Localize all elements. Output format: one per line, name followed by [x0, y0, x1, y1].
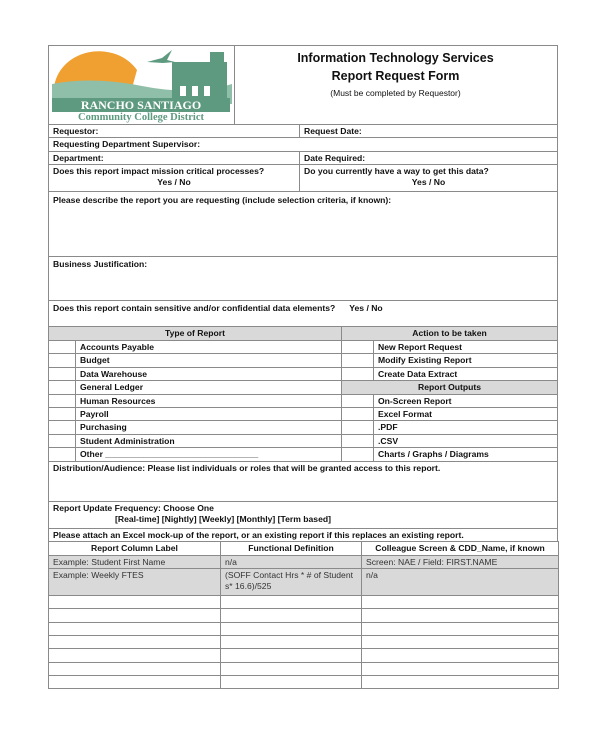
column-entry-cell[interactable]: [48, 648, 221, 663]
report-type-item: Budget: [75, 353, 342, 368]
column-entry-cell[interactable]: [361, 595, 559, 609]
output-item: Excel Format: [373, 407, 558, 421]
logo: [48, 45, 235, 125]
column-entry-cell[interactable]: [48, 635, 221, 649]
column-entry-cell[interactable]: [361, 622, 559, 636]
frequency-options[interactable]: [Real-time] [Nightly] [Weekly] [Monthly] [Term based]: [115, 514, 331, 524]
sensitive-yes-no[interactable]: Yes / No: [349, 303, 383, 313]
output-checkbox[interactable]: [341, 420, 374, 435]
column-header: Report Column Label: [48, 541, 221, 556]
mission-critical-yes-no[interactable]: Yes / No: [157, 177, 191, 187]
existing-data-question: Do you currently have a way to get this data?: [304, 166, 489, 176]
report-type-item: Accounts Payable: [75, 340, 342, 354]
output-item: Charts / Graphs / Diagrams: [373, 447, 558, 462]
column-entry-cell[interactable]: [48, 595, 221, 609]
column-entry-cell[interactable]: [220, 622, 362, 636]
output-item: .PDF: [373, 420, 558, 435]
report-type-checkbox[interactable]: [48, 353, 76, 368]
column-entry-cell[interactable]: [220, 648, 362, 663]
sensitive-data-field[interactable]: [48, 300, 558, 327]
form-subtitle: (Must be completed by Requestor): [330, 88, 461, 98]
form-title: Report Request Form: [331, 69, 460, 83]
report-type-item: Purchasing: [75, 420, 342, 435]
existing-data-yes-no[interactable]: Yes / No: [411, 177, 446, 187]
column-entry-cell[interactable]: [48, 675, 221, 689]
report-type-checkbox[interactable]: [48, 420, 76, 435]
output-checkbox[interactable]: [341, 447, 374, 462]
existing-data-field[interactable]: [299, 164, 558, 192]
column-entry-cell[interactable]: [220, 662, 362, 676]
report-type-item: Student Administration: [75, 434, 342, 448]
report-type-item: Payroll: [75, 407, 342, 421]
report-outputs-header: Report Outputs: [341, 380, 558, 395]
distribution-field[interactable]: Distribution/Audience: Please list individuals or roles that will be granted access to this report.: [48, 461, 558, 502]
supervisor-field[interactable]: Requesting Department Supervisor:: [48, 137, 558, 152]
form-org-title: Information Technology Services: [297, 51, 494, 65]
action-item: New Report Request: [373, 340, 558, 354]
mission-critical-question: Does this report impact mission critical processes?: [53, 166, 265, 176]
column-entry-cell[interactable]: [220, 675, 362, 689]
date-required-field[interactable]: Date Required:: [299, 151, 558, 165]
column-entry-cell[interactable]: [220, 635, 362, 649]
column-entry-cell[interactable]: [361, 635, 559, 649]
action-item: Create Data Extract: [373, 367, 558, 381]
description-field[interactable]: Please describe the report you are requesting (include selection criteria, if known):: [48, 191, 558, 257]
report-type-checkbox[interactable]: [48, 394, 76, 408]
example-cell: (SOFF Contact Hrs * # of Student s* 16.6)/525: [220, 568, 362, 596]
column-entry-cell[interactable]: [361, 662, 559, 676]
output-checkbox[interactable]: [341, 394, 374, 408]
report-type-checkbox[interactable]: [48, 367, 76, 381]
type-of-report-header: Type of Report: [48, 326, 342, 341]
action-item: Modify Existing Report: [373, 353, 558, 368]
report-type-item: Data Warehouse: [75, 367, 342, 381]
report-type-checkbox[interactable]: [48, 340, 76, 354]
action-checkbox[interactable]: [341, 340, 374, 354]
column-header: Colleague Screen & CDD_Name, if known: [361, 541, 559, 556]
frequency-field[interactable]: [48, 501, 558, 529]
logo-subtext: Community College District: [78, 112, 204, 123]
example-cell: Example: Weekly FTES: [48, 568, 221, 596]
column-entry-cell[interactable]: [361, 608, 559, 623]
report-type-checkbox[interactable]: [48, 447, 76, 462]
requestor-field[interactable]: Requestor:: [48, 124, 300, 138]
column-entry-cell[interactable]: [48, 622, 221, 636]
output-checkbox[interactable]: [341, 407, 374, 421]
example-cell: n/a: [220, 555, 362, 569]
report-type-checkbox[interactable]: [48, 380, 76, 395]
logo-graphic-icon: [52, 48, 232, 104]
example-cell: Screen: NAE / Field: FIRST.NAME: [361, 555, 559, 569]
department-field[interactable]: Department:: [48, 151, 300, 165]
column-header: Functional Definition: [220, 541, 362, 556]
report-type-item: Human Resources: [75, 394, 342, 408]
report-type-checkbox[interactable]: [48, 434, 76, 448]
column-entry-cell[interactable]: [220, 595, 362, 609]
column-entry-cell[interactable]: [361, 675, 559, 689]
column-entry-cell[interactable]: [48, 608, 221, 623]
report-type-item: General Ledger: [75, 380, 342, 395]
example-cell: Example: Student First Name: [48, 555, 221, 569]
column-entry-cell[interactable]: [361, 648, 559, 663]
report-type-checkbox[interactable]: [48, 407, 76, 421]
attach-instructions: Please attach an Excel mock-up of the report, or an existing report if this replaces an existing report.: [48, 528, 558, 542]
action-checkbox[interactable]: [341, 353, 374, 368]
column-entry-cell[interactable]: [48, 662, 221, 676]
example-cell: n/a: [361, 568, 559, 596]
report-type-item: Other ________________________________: [75, 447, 342, 462]
output-item: .CSV: [373, 434, 558, 448]
frequency-label: Report Update Frequency: Choose One: [53, 503, 214, 513]
action-checkbox[interactable]: [341, 367, 374, 381]
action-header: Action to be taken: [341, 326, 558, 341]
justification-field[interactable]: Business Justification:: [48, 256, 558, 301]
output-checkbox[interactable]: [341, 434, 374, 448]
logo-text: RANCHO SANTIAGO: [52, 98, 230, 112]
column-entry-cell[interactable]: [220, 608, 362, 623]
mission-critical-field[interactable]: [48, 164, 300, 192]
output-item: On-Screen Report: [373, 394, 558, 408]
request-date-field[interactable]: Request Date:: [299, 124, 558, 138]
sensitive-question: Does this report contain sensitive and/or confidential data elements?: [53, 303, 336, 313]
